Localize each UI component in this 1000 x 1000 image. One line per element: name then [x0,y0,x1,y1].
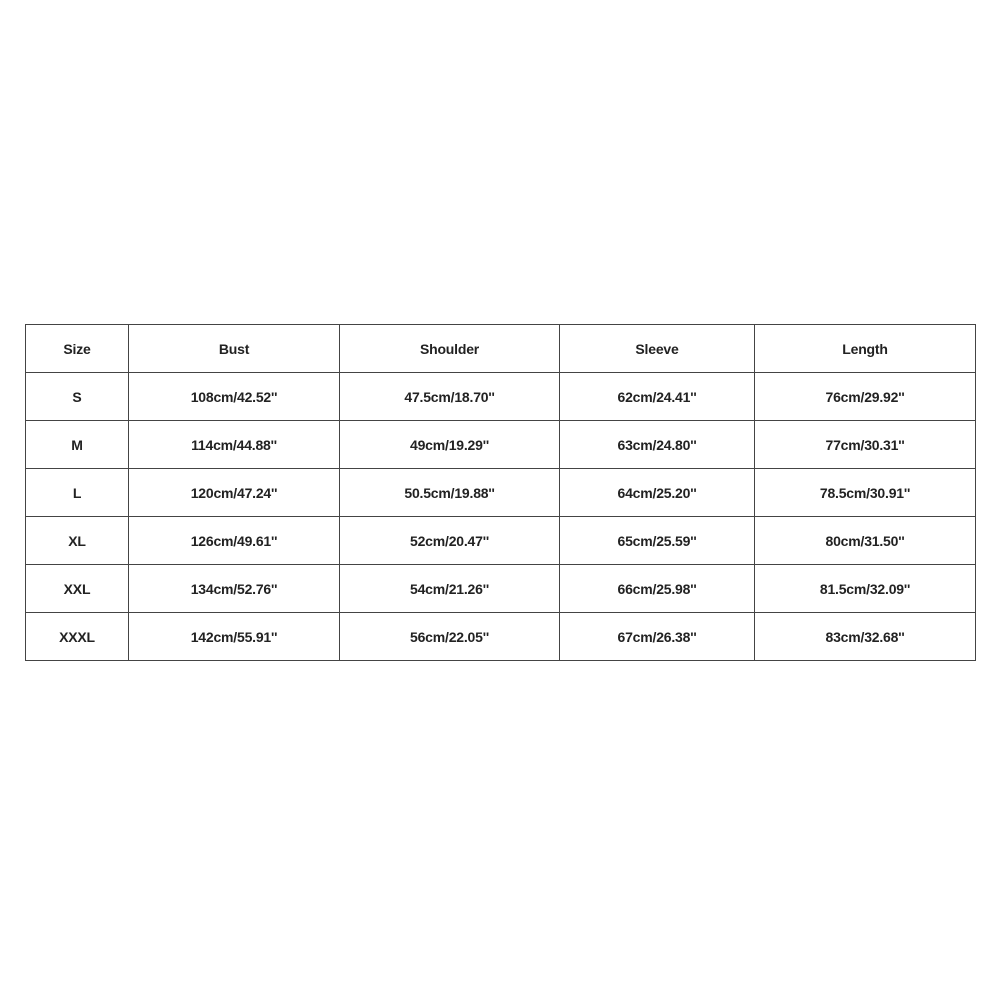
cell-shoulder: 56cm/22.05'' [340,613,560,661]
table-row [26,421,976,469]
table-row [26,613,976,661]
cell-sleeve: 67cm/26.38'' [560,613,755,661]
cell-bust: 108cm/42.52'' [129,373,340,421]
cell-size: XXL [26,565,129,613]
table-row [26,469,976,517]
table-row [26,373,976,421]
size-chart-table [25,324,976,661]
cell-size: XXXL [26,613,129,661]
cell-sleeve: 62cm/24.41'' [560,373,755,421]
cell-size: L [26,469,129,517]
cell-bust: 120cm/47.24'' [129,469,340,517]
cell-length: 83cm/32.68'' [755,613,976,661]
cell-size: XL [26,517,129,565]
header-size: Size [26,325,129,373]
cell-sleeve: 65cm/25.59'' [560,517,755,565]
cell-shoulder: 49cm/19.29'' [340,421,560,469]
cell-length: 80cm/31.50'' [755,517,976,565]
cell-length: 78.5cm/30.91'' [755,469,976,517]
table-row [26,517,976,565]
cell-bust: 134cm/52.76'' [129,565,340,613]
table-header-row [26,325,976,373]
cell-length: 77cm/30.31'' [755,421,976,469]
cell-shoulder: 54cm/21.26'' [340,565,560,613]
cell-sleeve: 66cm/25.98'' [560,565,755,613]
cell-sleeve: 63cm/24.80'' [560,421,755,469]
cell-size: M [26,421,129,469]
cell-shoulder: 50.5cm/19.88'' [340,469,560,517]
cell-length: 76cm/29.92'' [755,373,976,421]
header-length: Length [755,325,976,373]
cell-length: 81.5cm/32.09'' [755,565,976,613]
cell-bust: 126cm/49.61'' [129,517,340,565]
cell-size: S [26,373,129,421]
table-row [26,565,976,613]
cell-bust: 114cm/44.88'' [129,421,340,469]
header-bust: Bust [129,325,340,373]
cell-shoulder: 47.5cm/18.70'' [340,373,560,421]
header-sleeve: Sleeve [560,325,755,373]
cell-sleeve: 64cm/25.20'' [560,469,755,517]
header-shoulder: Shoulder [340,325,560,373]
cell-shoulder: 52cm/20.47'' [340,517,560,565]
cell-bust: 142cm/55.91'' [129,613,340,661]
